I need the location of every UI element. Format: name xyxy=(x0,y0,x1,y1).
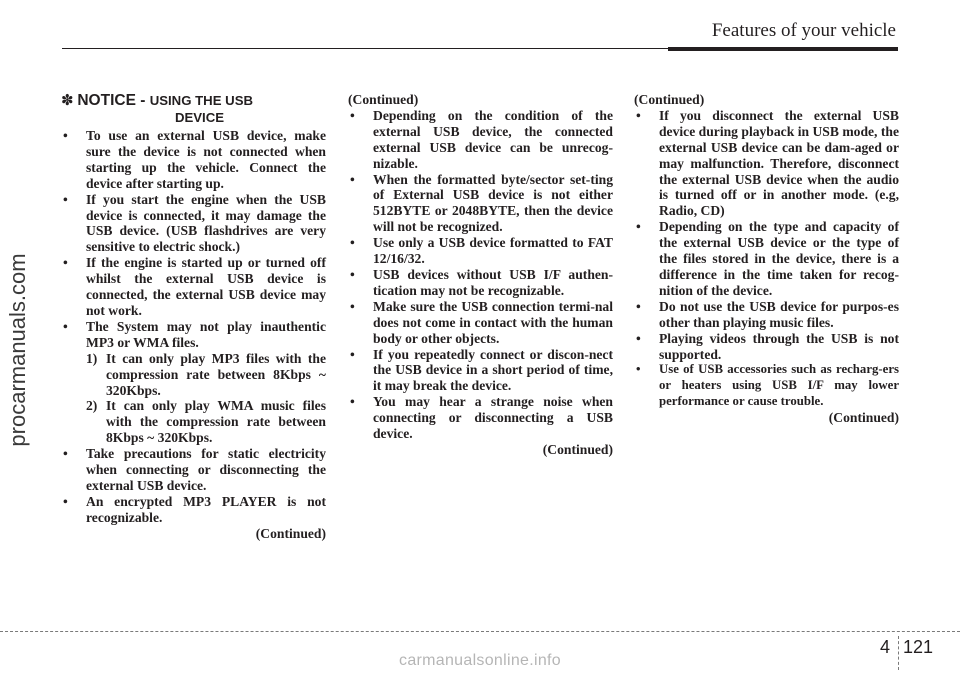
continued-label: (Continued) xyxy=(542,441,613,457)
notice-label: NOTICE - xyxy=(77,92,150,109)
column-2 xyxy=(348,92,613,458)
footer-rule xyxy=(0,631,960,632)
page-header-title: Features of your vehicle xyxy=(711,20,896,41)
list-item xyxy=(61,319,326,446)
list-item: • To use an external USB device, make sure the device is not connected when starting up the vehicle. Connect the device after starting up. xyxy=(61,128,326,192)
list-item: • Use only a USB device formatted to FAT 12/16/32. xyxy=(348,235,613,267)
list-item: • If the engine is started up or turned off whilst the external USB device is connected, the external USB device may not work. xyxy=(61,255,326,319)
continued-label: (Continued) xyxy=(828,410,899,426)
sub-item-number: 2) xyxy=(86,398,98,414)
notice-subtitle-line1: USING THE USB xyxy=(149,93,254,108)
list-item: • Depending on the condition of the external USB device, the connected external USB device can be unrecog-nizable. xyxy=(348,108,613,172)
sub-list-item xyxy=(86,351,326,399)
list-item-text: The System may not play inauthentic MP3 or WMA files. xyxy=(86,318,326,350)
sub-item-text: It can only play WMA music files with the compression rate between 8Kbps ~ 320Kbps. xyxy=(106,398,326,446)
side-watermark xyxy=(3,230,33,470)
continued-label: (Continued) xyxy=(255,525,326,541)
list-item: • Do not use the USB device for purpos-es other than playing music files. xyxy=(634,299,899,331)
notice-star-icon: ✽ xyxy=(61,92,74,109)
list-item: • Make sure the USB connection termi-nal does not come in contact with the human body or other objects. xyxy=(348,299,613,347)
notice-subtitle-line2: DEVICE xyxy=(174,110,225,125)
side-watermark-text: procarmanuals.com xyxy=(5,253,30,447)
notice-heading xyxy=(61,92,326,126)
list-item: • You may hear a strange noise when connecting or disconnecting a USB device. xyxy=(348,394,613,442)
sub-item-number: 1) xyxy=(86,350,98,366)
sub-list-item xyxy=(86,398,326,446)
list-item: • Use of USB accessories such as recharg-ers or heaters using USB I/F may lower performance or cause trouble. xyxy=(634,362,899,410)
list-item: • Depending on the type and capacity of the external USB device or the type of the files stored in the device, there is a difference in the time taken for recog-nition of the device. xyxy=(634,219,899,299)
page-number: 121 xyxy=(903,637,934,657)
col3-bullet-list xyxy=(634,108,899,410)
list-item: • If you repeatedly connect or discon-nect the USB device in a short period of time, it may break the device. xyxy=(348,347,613,395)
bottom-watermark: carmanualsonline.info xyxy=(399,652,561,669)
chapter-number: 4 xyxy=(880,637,891,657)
header-rule-accent xyxy=(668,47,898,51)
continued-heading: (Continued) xyxy=(634,92,705,107)
continued-heading: (Continued) xyxy=(348,92,419,107)
list-item: • An encrypted MP3 PLAYER is not recognizable. xyxy=(61,494,326,526)
sub-list xyxy=(86,351,326,446)
col1-bullet-list xyxy=(61,128,326,526)
list-item: • Playing videos through the USB is not supported. xyxy=(634,331,899,363)
list-item: • If you start the engine when the USB device is connected, it may damage the USB device. (USB flashdrives are very sensitive to electric shock.) xyxy=(61,192,326,256)
list-item: • Take precautions for static electricity when connecting or disconnecting the external USB device. xyxy=(61,446,326,494)
column-1 xyxy=(61,92,326,542)
col2-bullet-list xyxy=(348,108,613,442)
list-item: • If you disconnect the external USB device during playback in USB mode, the external USB device can be dam-aged or may malfunction. Therefore, disconnect the external USB device when the audio is turned off or in another mode. (e.g, Radio, CD) xyxy=(634,108,899,219)
list-item: • USB devices without USB I/F authen-tication may not be recognizable. xyxy=(348,267,613,299)
list-item: • When the formatted byte/sector set-ting of External USB device is not either 512BYTE or 2048BYTE, then the device will not be recognized. xyxy=(348,172,613,236)
sub-item-text: It can only play MP3 files with the compression rate between 8Kbps ~ 320Kbps. xyxy=(106,350,326,398)
column-3 xyxy=(634,92,899,426)
